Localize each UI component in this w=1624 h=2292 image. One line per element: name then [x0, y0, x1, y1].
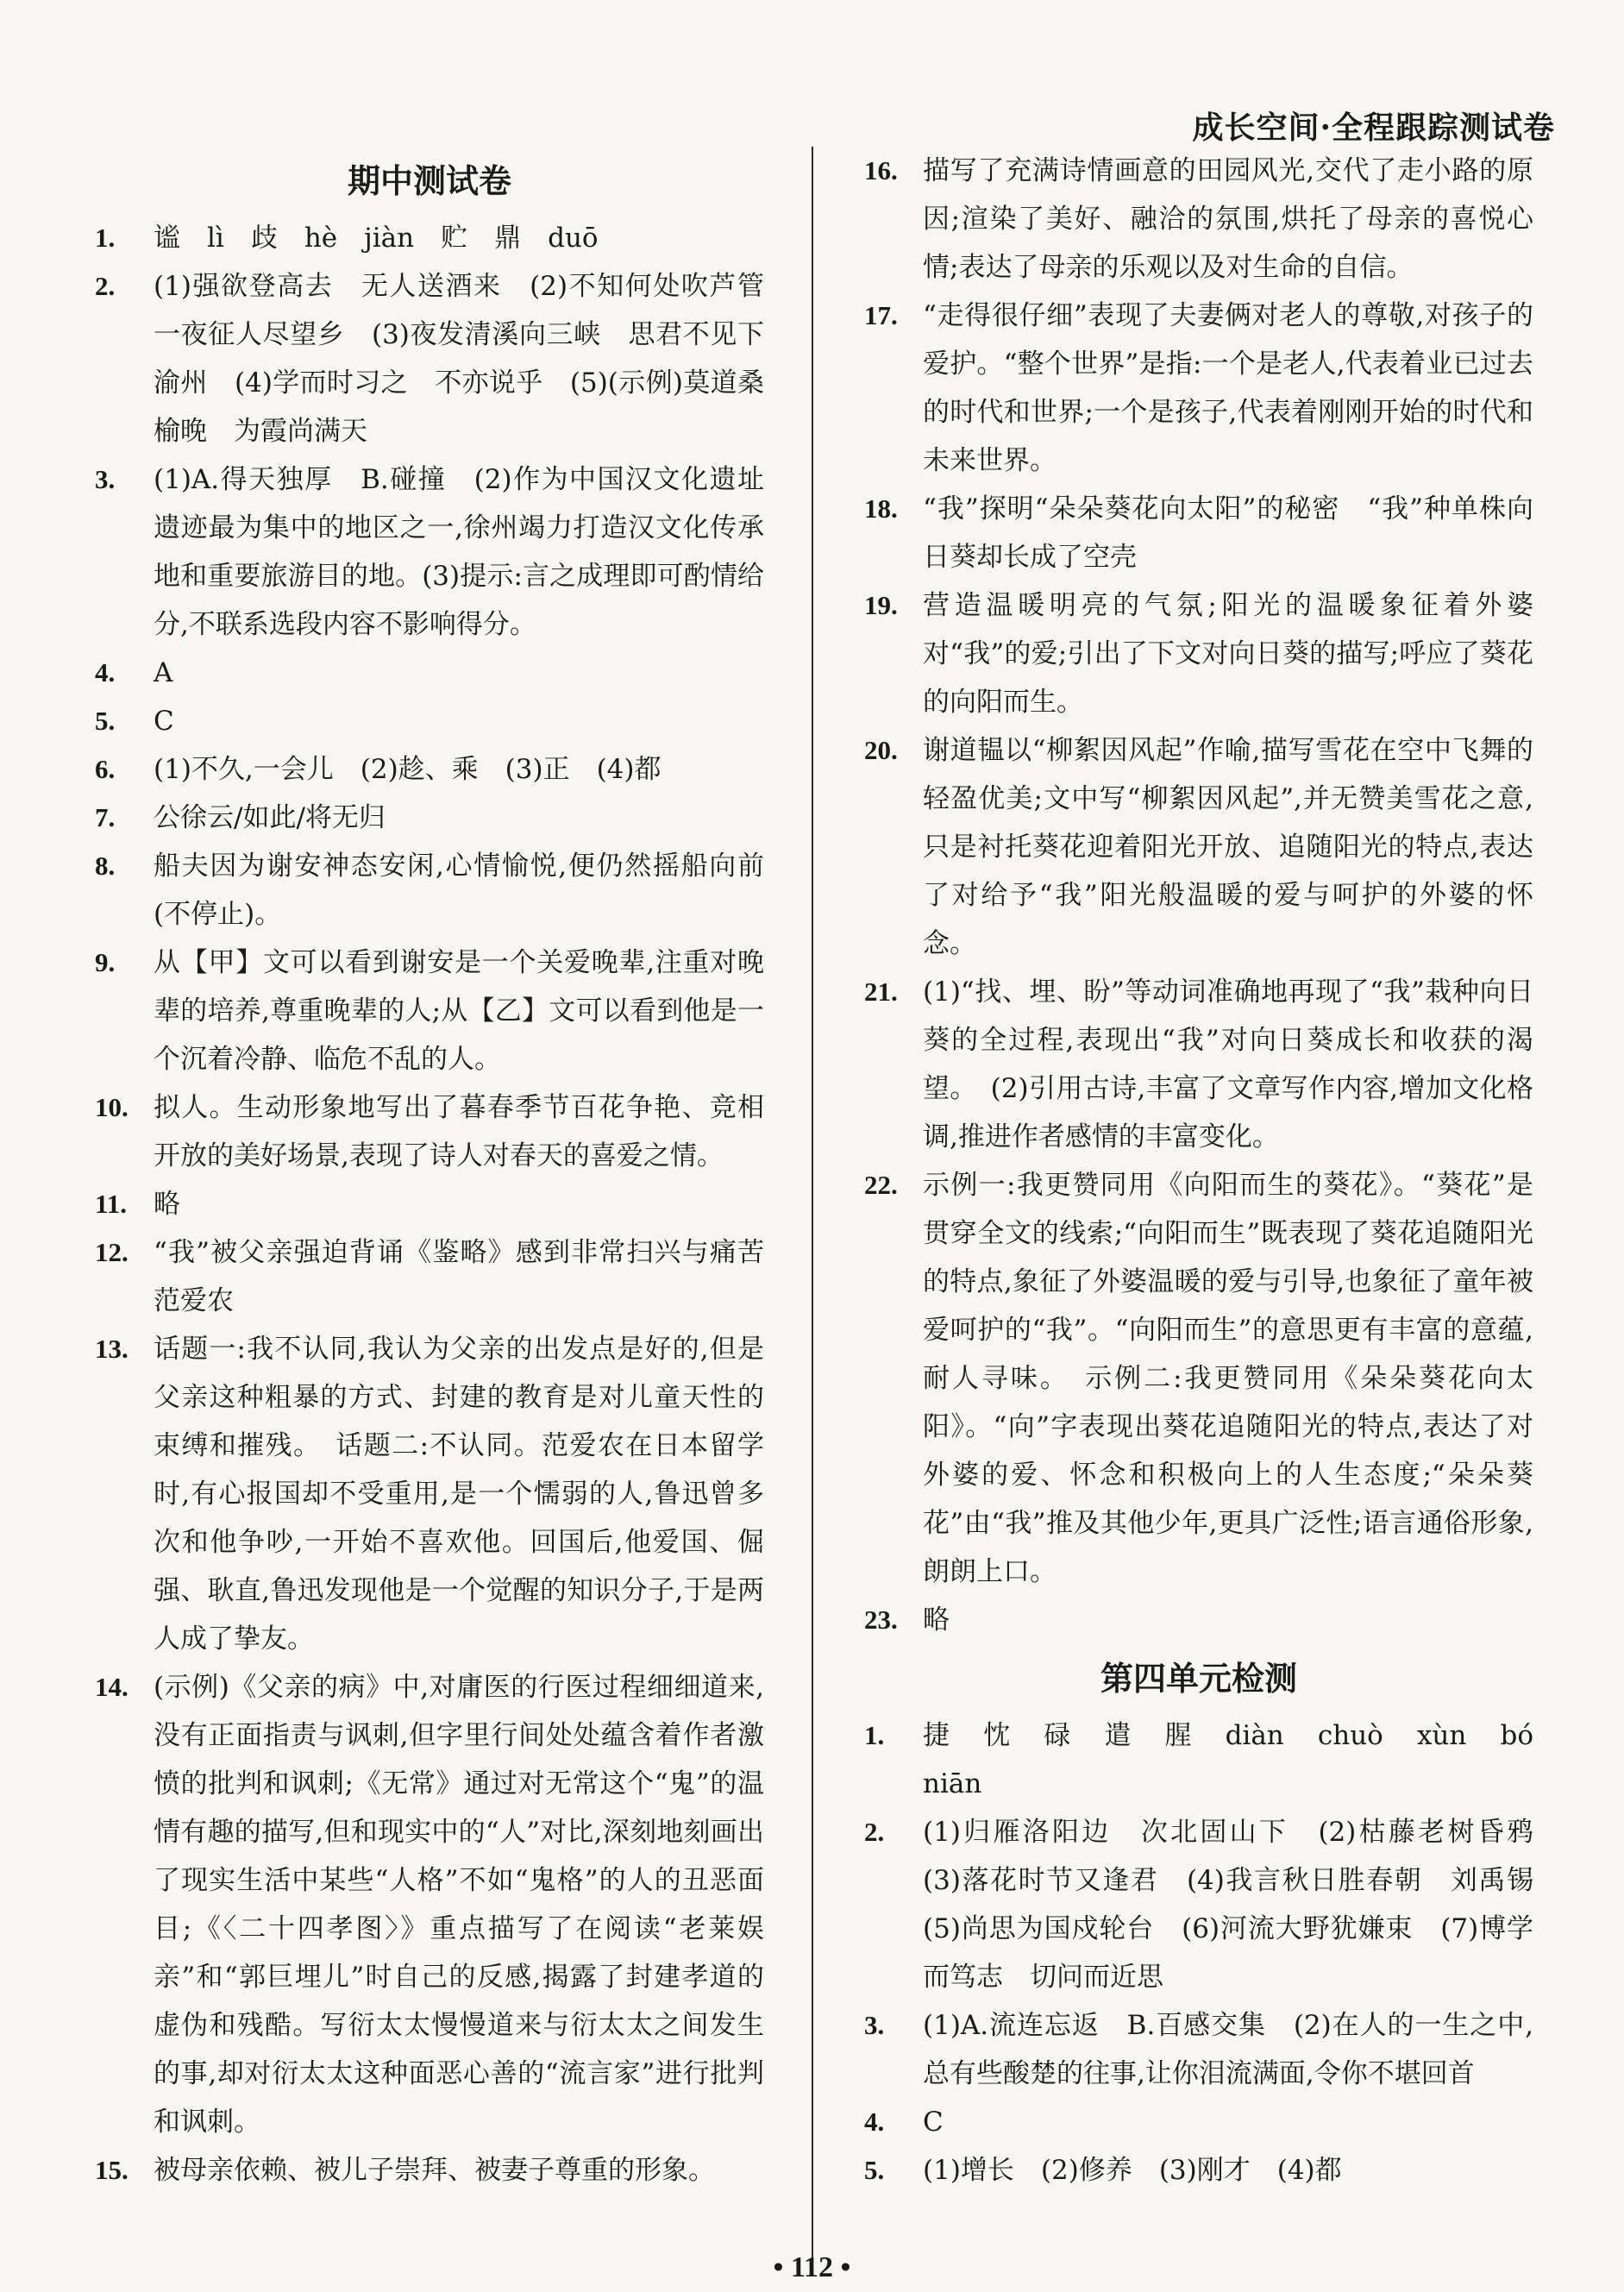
answer-item	[864, 2098, 1533, 2146]
answer-text: 船夫因为谢安神态安闲,心情愉悦,便仍然摇船向前(不停止)。	[154, 851, 764, 930]
answer-text: 从【甲】文可以看到谢安是一个关爱晚辈,注重对晚辈的培养,尊重晚辈的人;从【乙】文可以看到他是一个沉着冷静、临危不乱的人。	[154, 947, 764, 1075]
answer-text: 谢道韫以“柳絮因风起”作喻,描写雪花在空中飞舞的轻盈优美;文中写“柳絮因风起”,并无赞美雪花之意,只是衬托葵花迎着阳光开放、追随阳光的特点,表达了对给予“我”阳光般温暖的爱与呵护的外婆的怀念。	[923, 735, 1533, 959]
answer-number: 17.	[864, 300, 898, 330]
answer-text: C	[923, 2107, 944, 2138]
answer-item	[864, 485, 1533, 581]
answer-text: “我”探明“朵朵葵花向太阳”的秘密 “我”种单株向日葵却长成了空壳	[923, 493, 1533, 573]
answer-item	[864, 147, 1533, 292]
answer-number: 11.	[95, 1189, 128, 1219]
answer-number: 15.	[95, 2155, 129, 2185]
answer-number: 22.	[864, 1170, 898, 1200]
answer-text: 公徐云/如此/将无归	[154, 802, 386, 833]
book-series-header: 成长空间·全程跟踪测试卷	[1192, 110, 1555, 146]
answer-item	[864, 2001, 1533, 2098]
answer-item	[95, 842, 764, 939]
section-title-unit4: 第四单元检测	[1100, 1660, 1297, 1698]
answer-item	[95, 262, 791, 455]
answer-item	[95, 455, 764, 649]
answer-number: 1.	[95, 223, 116, 253]
answer-item	[864, 726, 1533, 968]
right-column	[864, 147, 1560, 2195]
answer-text: 示例一:我更赞同用《向阳而生的葵花》。“葵花”是贯穿全文的线索;“向阳而生”既表现了葵花追随阳光的特点,象征了外婆温暖的爱与引导,也象征了童年被爱呵护的“我”。“向阳而生”的意思更有丰富的意蕴,耐人寻味。 示例二:我更赞同用《朵朵葵花向太阳》。“向”字表现出葵花追随阳光的特点,表达了对外婆的爱、怀念和积极向上的人生态度;“朵朵葵花”由“我”推及其他少年,更具广泛性;语言通俗形象,朗朗上口。	[923, 1170, 1533, 1587]
answer-item	[95, 794, 764, 842]
answer-number: 4.	[95, 657, 116, 688]
answer-item	[864, 2146, 1533, 2195]
answer-item	[95, 939, 764, 1083]
column-divider	[812, 147, 813, 2273]
answer-number: 20.	[864, 735, 898, 765]
answer-item	[864, 968, 1533, 1161]
answer-item	[95, 2146, 764, 2195]
answer-number: 1.	[864, 1720, 885, 1750]
answer-item	[95, 649, 764, 697]
answer-number: 2.	[95, 271, 116, 301]
answer-number: 4.	[864, 2107, 885, 2137]
answer-item	[95, 1325, 764, 1663]
answer-item	[95, 1083, 764, 1180]
answer-number: 5.	[95, 706, 116, 736]
answer-item	[864, 1596, 1533, 1644]
answer-text: 谧 lì 歧 hè jiàn 贮 鼎 duō	[154, 223, 599, 254]
answer-item	[864, 292, 1533, 485]
answer-item	[95, 1180, 764, 1228]
answer-number: 14.	[95, 1672, 129, 1702]
answer-number: 21.	[864, 976, 898, 1007]
answer-text: (1)强欲登高去 无人送酒来 (2)不知何处吹芦管 一夜征人尽望乡 (3)夜发清溪向三峡 思君不见下渝州 (4)学而时习之 不亦说乎 (5)(示例)莫道桑榆晚 为霞尚满天	[154, 271, 791, 447]
answer-text: “走得很仔细”表现了夫妻俩对老人的尊敬,对孩子的爱护。“整个世界”是指:一个是老人,代表着业已过去的时代和世界;一个是孩子,代表着刚刚开始的时代和未来世界。	[923, 300, 1533, 476]
answer-text: C	[154, 706, 174, 737]
answer-text: (1)不久,一会儿 (2)趁、乘 (3)正 (4)都	[154, 754, 662, 785]
answer-number: 19.	[864, 590, 898, 620]
answer-number: 12.	[95, 1237, 129, 1267]
answer-number: 2.	[864, 1817, 885, 1847]
answer-item	[95, 1663, 764, 2146]
answer-number: 7.	[95, 802, 116, 832]
answer-number: 9.	[95, 947, 116, 977]
answer-number: 16.	[864, 155, 898, 185]
answer-number: 6.	[95, 754, 116, 784]
answer-text: “我”被父亲强迫背诵《鉴略》感到非常扫兴与痛苦 范爱农	[154, 1237, 791, 1316]
answer-text: (1)A.得天独厚 B.碰撞 (2)作为中国汉文化遗址遗迹最为集中的地区之一,徐州竭力打造汉文化传承地和重要旅游目的地。(3)提示:言之成理即可酌情给分,不联系选段内容不影响得分。	[154, 464, 764, 640]
answer-number: 3.	[864, 2010, 885, 2040]
answer-text: A	[154, 657, 173, 688]
answer-text: 捷 忱 碌 遣 腥 diàn chuò xùn bó niān	[923, 1720, 1560, 1799]
answer-text: 略	[154, 1189, 180, 1220]
answer-text: 拟人。生动形象地写出了暮春季节百花争艳、竞相开放的美好场景,表现了诗人对春天的喜爱之情。	[154, 1092, 764, 1171]
answer-text: (1)“找、埋、盼”等动词准确地再现了“我”栽种向日葵的全过程,表现出“我”对向日葵成长和收获的渴望。 (2)引用古诗,丰富了文章写作内容,增加文化格调,推进作者感情的丰富变化。	[923, 976, 1533, 1152]
answer-item	[95, 214, 764, 262]
answer-text: (1)A.流连忘返 B.百感交集 (2)在人的一生之中,总有些酸楚的往事,让你泪流满面,令你不堪回首	[923, 2010, 1533, 2089]
answer-text: (1)归雁洛阳边 次北固山下 (2)枯藤老树昏鸦 (3)落花时节又逢君 (4)我言秋日胜春朝 刘禹锡 (5)尚思为国戍轮台 (6)河流大野犹嫌束 (7)博学而笃志 切问而近思	[923, 1817, 1560, 1993]
answer-number: 18.	[864, 493, 898, 524]
section-title-midterm: 期中测试卷	[347, 162, 511, 200]
left-column	[95, 147, 791, 2195]
answer-number: 23.	[864, 1604, 898, 1635]
answer-text: 被母亲依赖、被儿子崇拜、被妻子尊重的形象。	[154, 2155, 715, 2186]
answer-item	[95, 1228, 791, 1325]
answer-number: 13.	[95, 1334, 129, 1364]
answer-number: 10.	[95, 1092, 129, 1122]
answer-text: (1)增长 (2)修养 (3)刚才 (4)都	[923, 2155, 1342, 2186]
answer-item	[864, 1711, 1560, 1808]
answer-number: 5.	[864, 2155, 885, 2185]
answer-item	[864, 1161, 1533, 1596]
answer-item	[95, 745, 764, 794]
answer-item	[864, 581, 1533, 726]
answer-text: 略	[923, 1604, 950, 1636]
answer-number: 3.	[95, 464, 116, 494]
answer-text: 描写了充满诗情画意的田园风光,交代了走小路的原因;渲染了美好、融洽的氛围,烘托了母亲的喜悦心情;表达了母亲的乐观以及对生命的自信。	[923, 155, 1533, 283]
answer-number: 8.	[95, 851, 116, 881]
answer-text: 话题一:我不认同,我认为父亲的出发点是好的,但是父亲这种粗暴的方式、封建的教育是对儿童天性的束缚和摧残。 话题二:不认同。范爱农在日本留学时,有心报国却不受重用,是一个懦弱的人,鲁迅曾多次和他争吵,一开始不喜欢他。回国后,他爱国、倔强、耿直,鲁迅发现他是一个觉醒的知识分子,于是两人成了挚友。	[154, 1334, 764, 1655]
left-answer-list	[95, 214, 791, 2195]
answer-item	[95, 697, 764, 745]
answer-item	[864, 1808, 1560, 2001]
page-number: • 112 •	[773, 2251, 851, 2283]
answer-text: (示例)《父亲的病》中,对庸医的行医过程细细道来,没有正面指责与讽刺,但字里行间处处蕴含着作者激愤的批判和讽刺;《无常》通过对无常这个“鬼”的温情有趣的描写,但和现实中的“人”对比,深刻地刻画出了现实生活中某些“人格”不如“鬼格”的人的丑恶面目;《〈二十四孝图〉》重点描写了在阅读“老莱娱亲”和“郭巨埋儿”时自己的反感,揭露了封建孝道的虚伪和残酷。写衍太太慢慢道来与衍太太之间发生的事,却对衍太太这种面恶心善的“流言家”进行批判和讽刺。	[154, 1672, 764, 2138]
answer-text: 营造温暖明亮的气氛;阳光的温暖象征着外婆对“我”的爱;引出了下文对向日葵的描写;呼应了葵花的向阳而生。	[923, 590, 1533, 718]
unit4-answer-list	[864, 1711, 1560, 2195]
right-answer-list	[864, 147, 1533, 1644]
